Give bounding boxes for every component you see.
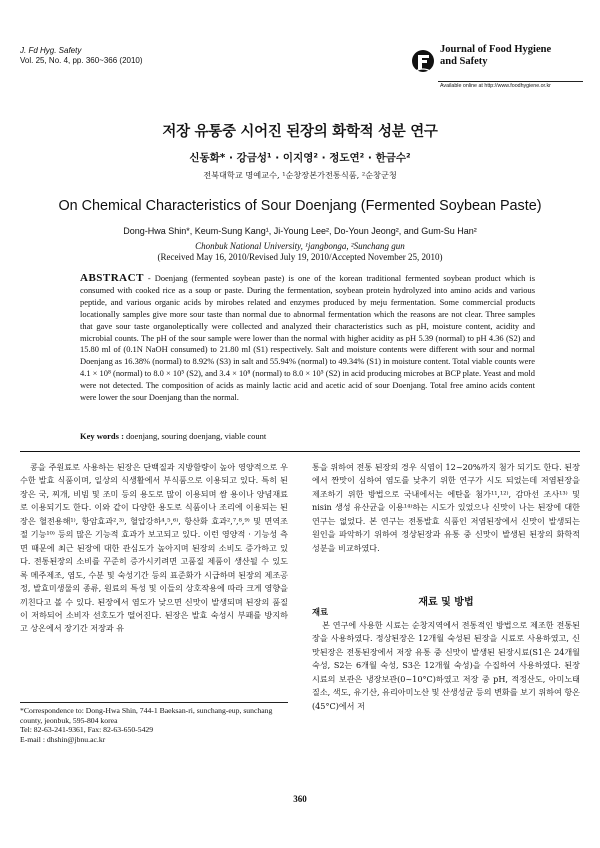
abstract-label: ABSTRACT [80,272,144,284]
english-affiliation: Chonbuk National University, ¹jangbonga, ²Sunchang gun [195,241,405,251]
korean-authors: 신동화* · 강금성¹ · 이지영² · 정도연² · 한금수² [189,152,411,164]
journal-logo-icon [410,46,436,76]
korean-title: 저장 유통중 시어진 된장의 화학적 성분 연구 [162,124,438,140]
footnote-divider [20,702,288,703]
logo-url: Available online at http://www.foodhygiene.or.kr [440,83,551,89]
body-right-column-bottom: 본 연구에 사용한 시료는 순창지역에서 전통적인 방법으로 제조한 전통된장을 사용하였다. 정상된장은 12개월 숙성된 된장을 시료로 사용하였고, 신맛된장은 전통된장에서 저장 유통 중 신맛이 발생된 된장시료(S1은 24개월 숙성, S2는 6개월 숙성, S3은 12개월 숙성)을 수집하여 사용하였다. 된장 시료의 보관은 냉장보관(0~10°C)하였고 저장 중 pH, 적정산도, 아미노태 질소, 색도, 유기산, 유리아미노산 및 산생성균 등의 변화를 보기 위하여 항온(45°C)에서 저 [312,620,581,711]
body-left-column: 콩을 주원료로 사용하는 된장은 단백질과 지방함량이 높아 영양적으로 우수한 발효 식품이며, 일상의 식생활에서 부식품으로 이용되고 있다. 특히 된장은 국, 찌개, 비빔 및 조미 등의 용도로 많이 이용되며 쌈 용이나 양념재료로 이용되기도 한다. 이와 같이 다양한 용도로 식품이나 조리에 이용되는 된장은 혈전용해¹⁾, 항암효과²,³⁾, 혈압강하⁴,⁵,⁶⁾, 항산화 효과²,⁷,⁸,⁹⁾ 및 면역조절 기능¹⁰⁾ 등의 많은 기능적 효과가 보고되고 있다. 이런 영양적 · 기능성 측면 때문에 최근 된장에 대한 관심도가 높아지며 된장의 소비도 증가하고 있다. 전통된장의 소비를 꾸준히 증가시키려면 고품질 제품이 생산될 수 있도록 메주제조, 염도, 수분 및 숙성기간 등의 표준화가 시급하며 된장의 제조공정, 발효미생물의 종류, 원료의 특성 및 이들의 상호작용에 따라 크게 영향을 끼친다고 볼 수 있다. 된장에서 염도가 낮으면 신맛이 발생되며 된장의 품질이 저하되어 소비자 선호도가 떨어진다. 된장은 발효 숙성시 부패를 방지하고 상온에서 장기간 저장과 유 [20,462,288,634]
keywords-label: Key words : [80,431,124,441]
received-dates: (Received May 16, 2010/Revised July 19, 2010/Accepted November 25, 2010) [157,252,443,262]
journal-reference [20,46,143,66]
footnote [20,706,288,744]
body-right-column-top: 통을 위하여 전통 된장의 경우 식염이 12~20%까지 첨가 되기도 한다. 된장에서 짠맛이 심하여 염도를 낮추기 위한 연구가 시도 되었는데 저염된장을 제조하기 위한 방법으로 국내에서는 에탄올 첨가¹¹,¹²⁾, 감마선 조사¹³⁾ 및 nisin 생성 유산균을 이용¹⁴⁾하는 시도가 있었으나 신맛이 나는 된장에 대한 연구는 없었다. 본 연구는 전통발효 식품인 저염된장에서 신맛이 발생되는 원인을 파악하기 위하여 정상된장과 유통 중 신맛이 발생된 된장의 화학적 성분을 비교하였다. [312,462,580,553]
english-title: On Chemical Characteristics of Sour Doenjang (Fermented Soybean Paste) [58,198,542,214]
keywords [80,431,535,441]
keywords-text: doenjang, souring doenjang, viable count [126,431,267,441]
footnote-email: E-mail : dhshin@jbnu.ac.kr [20,734,106,744]
footnote-phone: Tel: 82-63-241-9361, Fax: 82-63-650-5429 [20,725,154,735]
journal-volume: Vol. 25, No. 4, pp. 360~366 (2010) [20,56,143,65]
logo-divider [438,81,583,82]
abstract-text: - Doenjang (fermented soybean paste) is one of the korean traditional fermented soybean product which is consumed with cooked rice as a soup or paste. During the fermentation, soybean protein hydrolyzed into amino acids and various peptide, and various organic acids by mirobes related and enzymes produced by meju fermentation. Some commercial products locationally samples give more sour taste than normal due to abnormal fermentation which the reasons are not clear. Three samples that gave sour taste organoleptically were collected and analyzed their characteristics such as pH, moisture content, acidity and microbial counts. The pH of the sour sample were lower than the normal with higher acidity as pH 5.39 (normal) to pH 4.36 (S2) and 15.80 ml of (0.1N NaOH consumed) to 21.80 ml (S1) respectively. Salt and moisture contents were different with sour and normal Doenjang as 16.38% (normal) to 8.92% (S3) in salt and 55.94% (normal) to 49.34% (S1) in moisture content. Total viable counts were 4.1 × 10⁸ (normal) to 8.0 × 10⁵ (S2), and 3.4 × 10⁸ (normal) to 8.0 × 10⁵ (S2) in acid producing microbes at BCP plate. Yeast and mold were not detected. The composition of acids as mainly lactic acid and acetic acid of sour Doenjang. Total free amino acids content were lower the sour Doenjang than the normal. [80,273,536,403]
logo-title-line1: Journal of Food Hygiene [440,44,552,55]
subsection-title: 재료 [312,607,329,617]
journal-name: J. Fd Hyg. Safety [20,46,82,55]
english-authors: Dong-Hwa Shin*, Keum-Sung Kang¹, Ji-Young Lee², Do-Youn Jeong², and Gum-Su Han² [123,226,477,236]
section-divider [20,451,580,452]
page-number: 360 [293,794,307,804]
section-title: 재료 및 방법 [418,597,474,608]
abstract [80,273,535,404]
footnote-correspondence: *Correspondence to: Dong-Hwa Shin, 744-1 Baeksan-ri, sunchang-eup, sunchang county, jeonbuk, 595-804 korea [20,706,273,725]
logo-title [440,44,580,68]
logo-title-line2: and Safety [440,56,488,67]
korean-affiliation: 전북대학교 명예교수, ¹순창장본가전통식품, ²순창군청 [203,170,397,180]
